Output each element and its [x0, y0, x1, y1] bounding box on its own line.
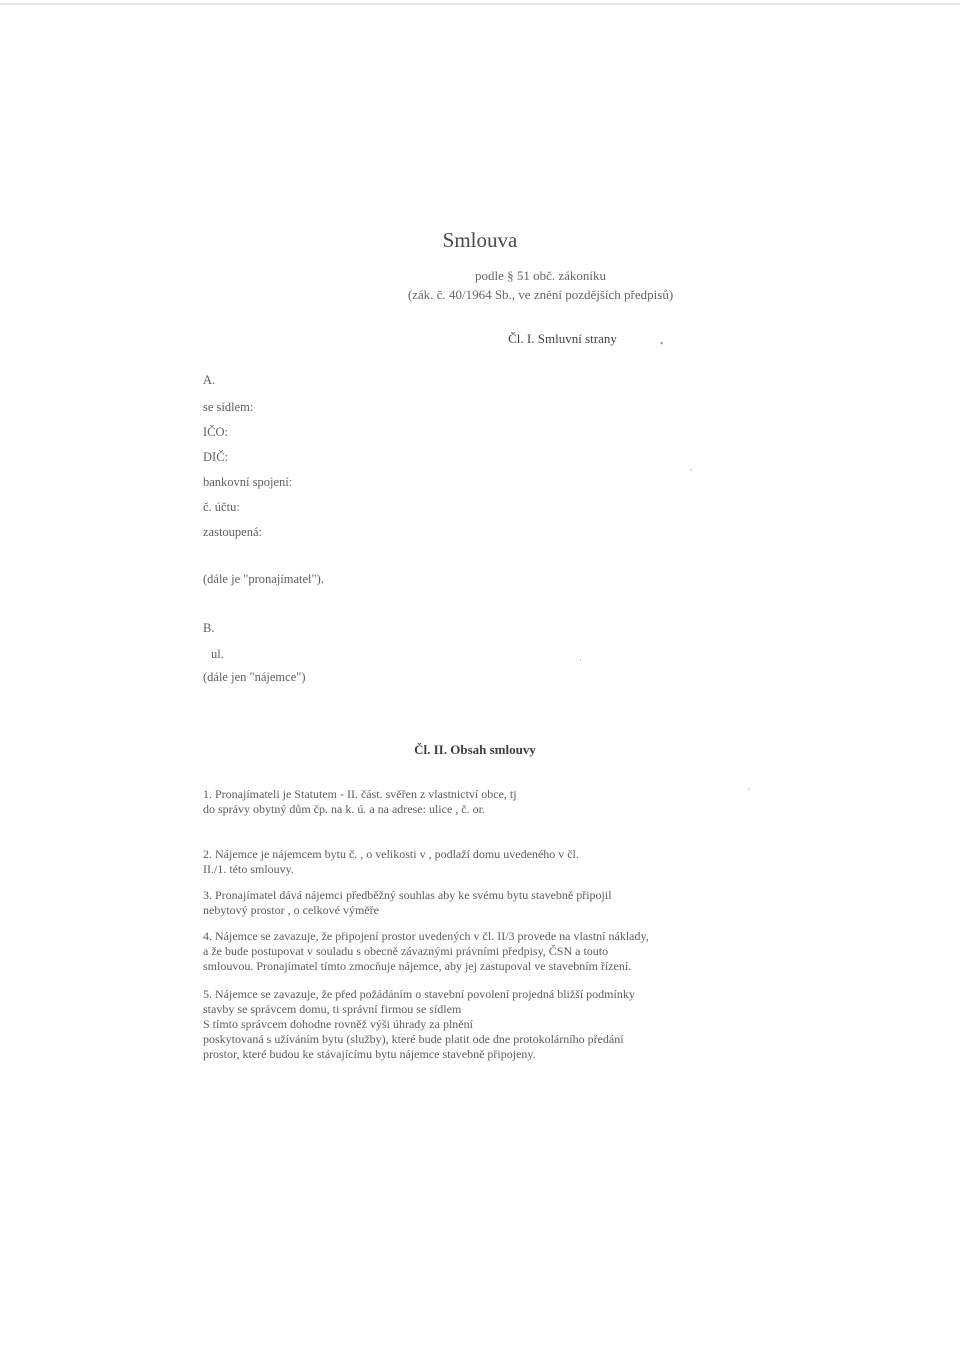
paragraph-1 [203, 787, 517, 817]
paragraph-2-line-2: II./1. této smlouvy. [203, 862, 294, 876]
document-subtitle-line-1: podle § 51 obč. zákoníku [474, 268, 607, 283]
party-a-note: (dále je "pronajímatel"). [203, 572, 324, 586]
section-1-heading: Čl. I. Smluvní strany [508, 331, 617, 346]
paragraph-5 [203, 987, 635, 1062]
party-b-label: B. [203, 621, 215, 635]
paragraph-4 [203, 929, 649, 974]
paragraph-4-line-3: smlouvou. Pronajímatel tímto zmocňuje nájemce, aby jej zastupoval ve stavebním řízení. [203, 959, 632, 973]
party-b-street-label: ul. [211, 647, 224, 661]
paragraph-5-line-1: 5. Nájemce se zavazuje, že před požádáním o stavební povolení projedná bližší podmínky [203, 987, 635, 1001]
paragraph-4-line-1: 4. Nájemce se zavazuje, že připojení prostor uvedených v čl. II/3 provede na vlastní náklady, [203, 929, 649, 943]
party-a-label: A. [203, 373, 216, 387]
scan-speck: ▪ [660, 338, 664, 348]
party-a-seat-label: se sídlem: [203, 400, 254, 414]
paragraph-3-line-1: 3. Pronajímatel dává nájemci předběžný souhlas aby ke svému bytu stavebně připojil [203, 888, 612, 902]
paragraph-3 [203, 888, 612, 918]
scan-speck: · [579, 655, 582, 665]
party-b-note: (dále jen "nájemce") [203, 670, 306, 684]
party-a-bank-label: bankovní spojení: [203, 475, 293, 489]
paragraph-2-line-1: 2. Nájemce je nájemcem bytu č. , o velikosti v , podlaží domu uvedeného v čl. [203, 847, 579, 861]
document-title: Smlouva [442, 228, 518, 252]
party-a-represented-label: zastoupená: [203, 525, 263, 539]
party-a-dic-label: DIČ: [203, 450, 228, 464]
paragraph-5-line-2: stavby se správcem domu, ti správní firmou se sídlem [203, 1002, 462, 1016]
paragraph-1-line-2: do správy obytný dům čp. na k. ú. a na adrese: ulice , č. or. [203, 802, 485, 816]
document-subtitle-line-2: (zák. č. 40/1964 Sb., ve znění pozdějších předpisů) [407, 287, 674, 302]
paragraph-2 [203, 847, 579, 877]
paragraph-3-line-2: nebytový prostor , o celkové výměře [203, 903, 379, 917]
paragraph-1-line-1: 1. Pronajímateli je Statutem - II. část. svěřen z vlastnictví obce, tj [203, 787, 517, 801]
party-a-ico-label: IČO: [203, 425, 228, 439]
section-2-heading: Čl. II. Obsah smlouvy [414, 742, 536, 757]
paragraph-4-line-2: a že bude postupovat v souladu s obecně závaznými právními předpisy, ČSN a touto [203, 944, 609, 958]
paragraph-5-line-4: poskytovaná s užíváním bytu (služby), které bude platit ode dne protokolárního předání [203, 1032, 624, 1046]
scan-speck: ' [748, 787, 750, 797]
paragraph-5-line-5: prostor, které budou ke stávajícímu bytu nájemce stavebně připojeny. [203, 1047, 536, 1061]
paragraph-5-line-3: S tímto správcem dohodne rovněž výši úhrady za plnění [203, 1017, 473, 1031]
party-a-account-label: č. účtu: [203, 500, 240, 514]
scan-speck: , [690, 462, 693, 472]
